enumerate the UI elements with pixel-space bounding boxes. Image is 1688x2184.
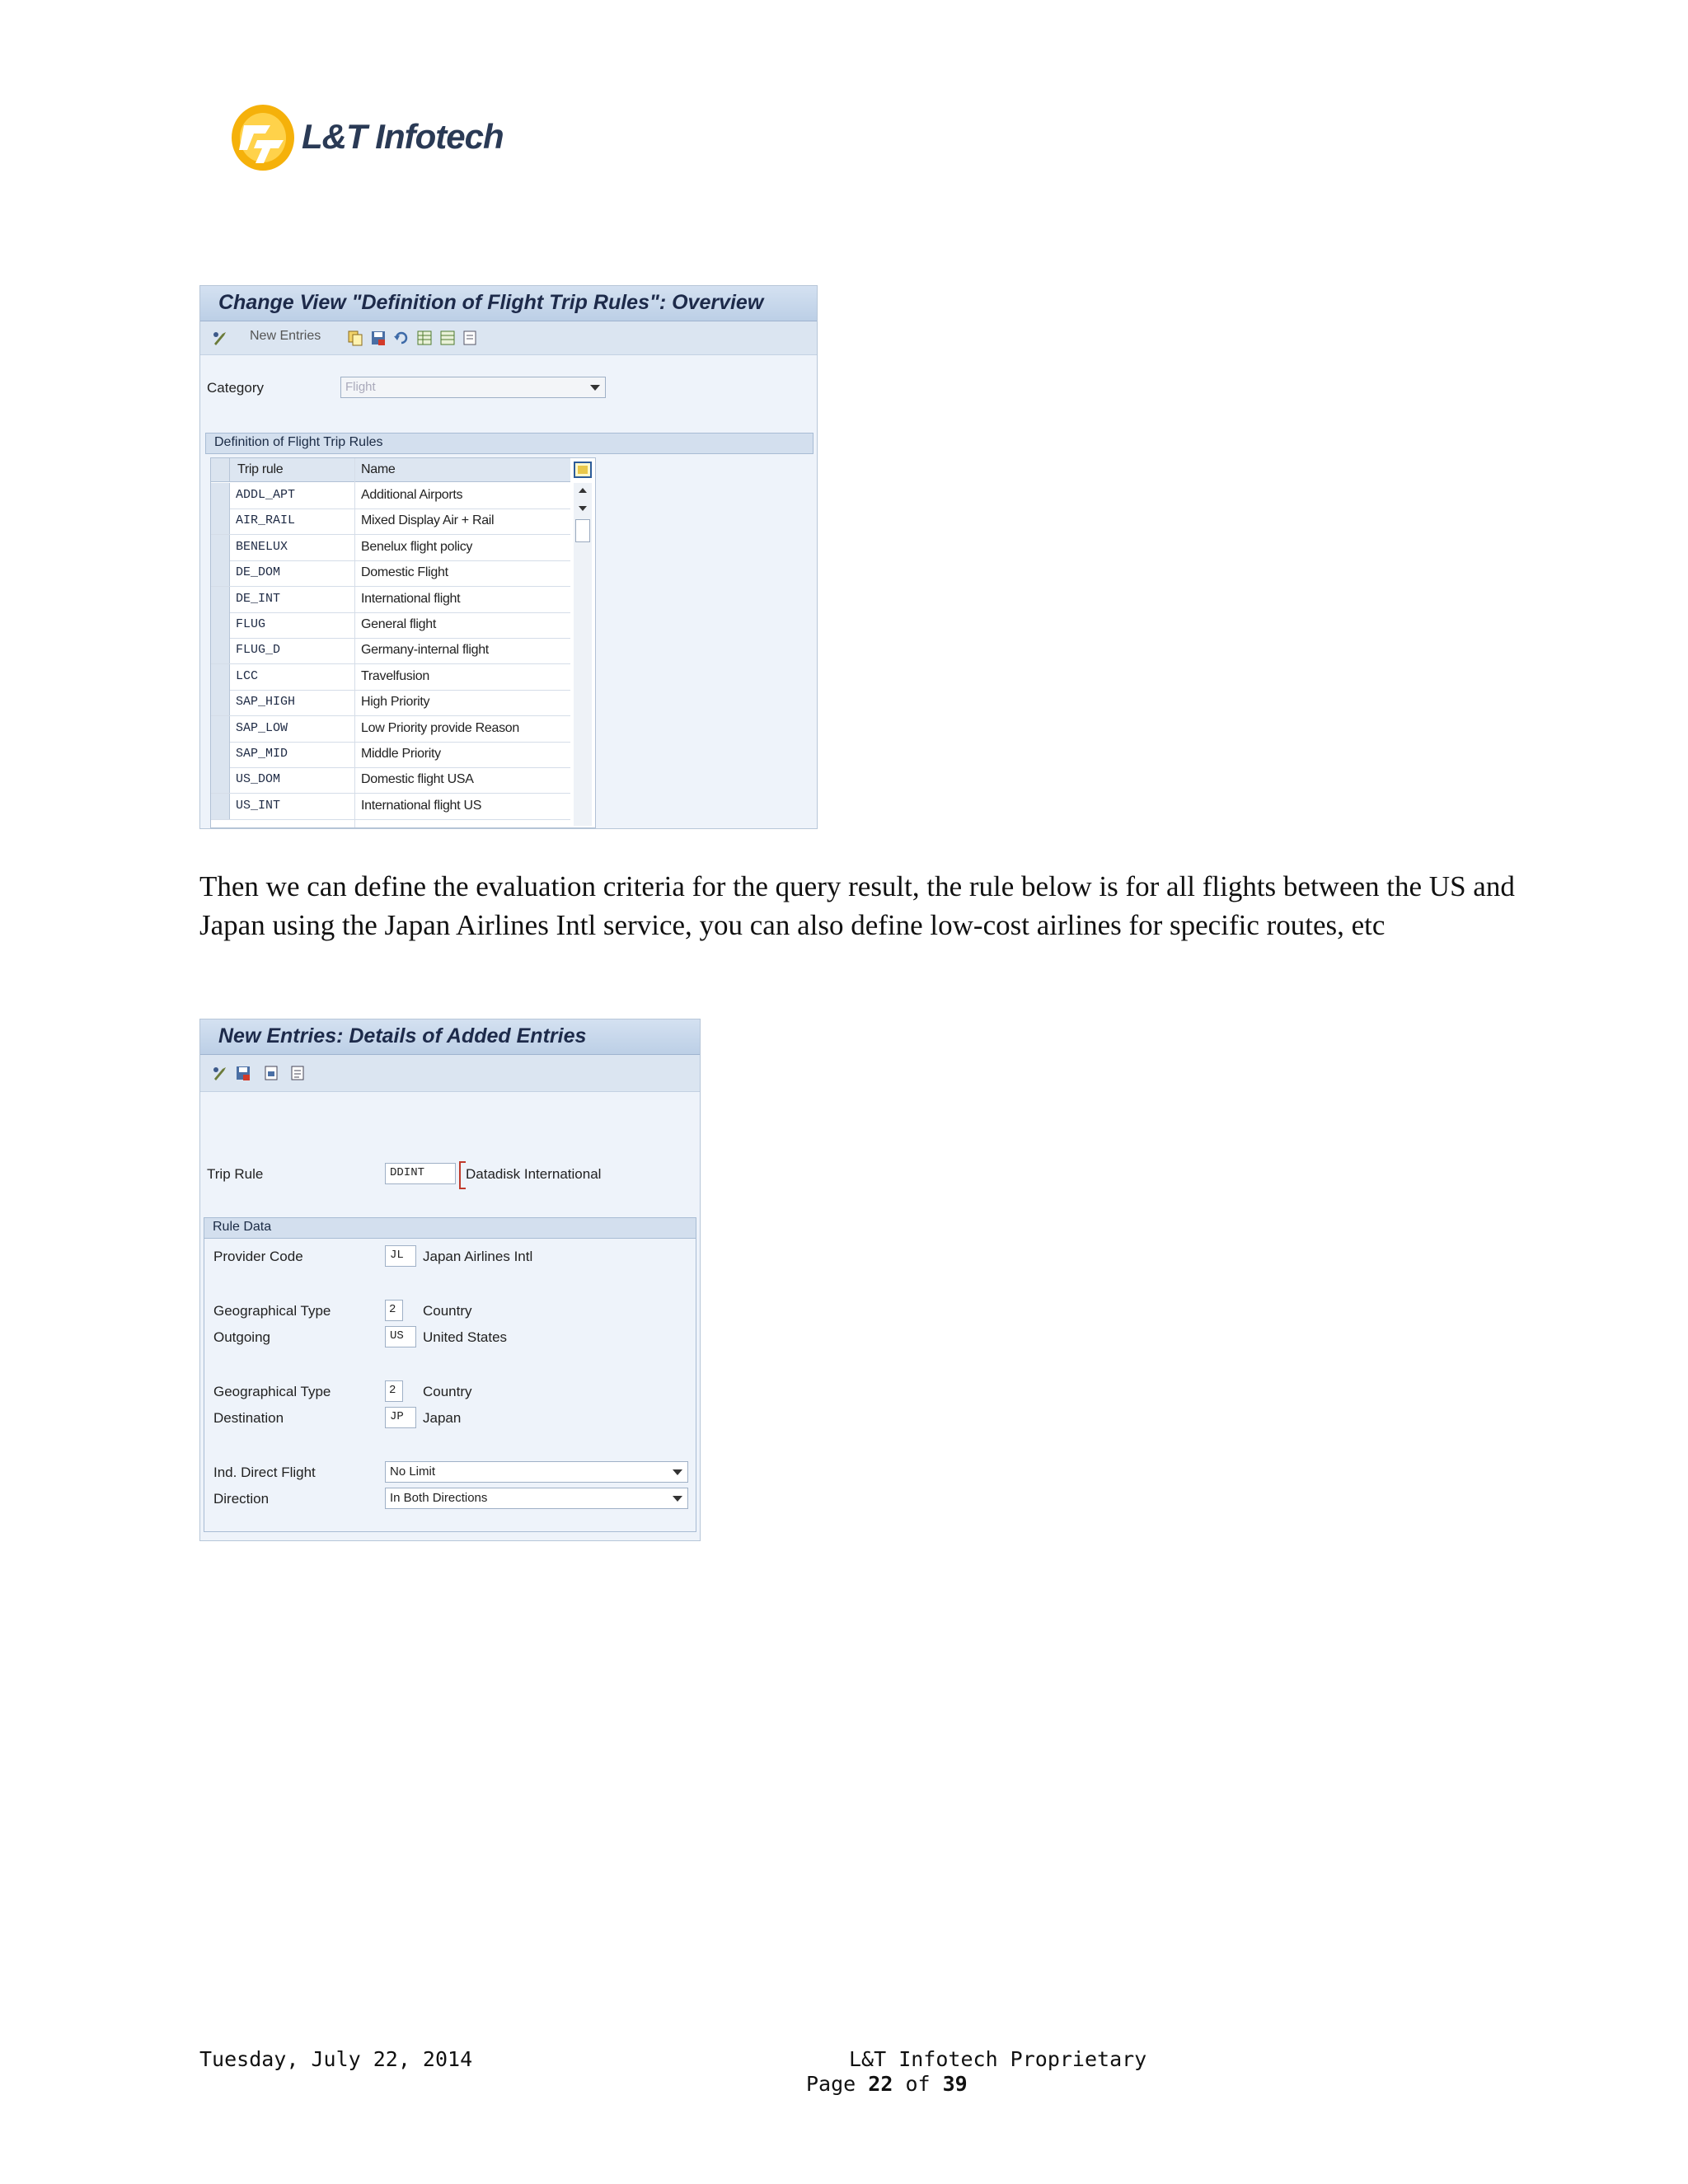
trip-rule-cell: SAP_LOW — [236, 720, 288, 735]
table-row[interactable] — [211, 664, 570, 691]
name-cell: Additional Airports — [361, 488, 463, 502]
name-cell: Travelfusion — [361, 668, 429, 683]
trip-rule-cell: US_DOM — [236, 772, 281, 787]
row-selector[interactable] — [211, 664, 230, 690]
direct-flight-select[interactable]: No Limit — [385, 1461, 688, 1483]
trip-rules-table — [210, 457, 596, 828]
chevron-down-icon — [673, 1496, 682, 1502]
lt-logo-icon — [229, 102, 297, 173]
outgoing-input[interactable]: US — [385, 1326, 416, 1347]
scroll-up-icon[interactable] — [579, 488, 587, 493]
toolbar — [200, 321, 817, 355]
name-cell: General flight — [361, 617, 436, 631]
table-row[interactable] — [211, 716, 570, 743]
sap-overview-screen — [199, 285, 818, 829]
save-icon[interactable] — [235, 1065, 251, 1081]
row-selector[interactable] — [211, 612, 230, 638]
deselect-icon[interactable] — [462, 330, 479, 346]
body-paragraph: Then we can define the evaluation criteria for the query result, the rule below is for all flights between the US and Japan using the Japan Airlines Intl service, you can also define low-cost airlines for specific routes, etc — [199, 870, 1515, 941]
footer-proprietary: L&T Infotech Proprietary — [849, 2047, 1147, 2071]
undo-icon[interactable] — [393, 330, 410, 346]
table-row[interactable] — [211, 535, 570, 561]
table-row[interactable] — [211, 612, 570, 639]
select-block-icon[interactable] — [439, 330, 456, 346]
scroll-down-icon[interactable] — [579, 506, 587, 511]
table-row[interactable] — [211, 509, 570, 535]
screen-title-bar — [200, 1019, 700, 1055]
copy-icon[interactable] — [347, 330, 363, 346]
row-selector[interactable] — [211, 560, 230, 586]
trip-rule-cell: SAP_MID — [236, 747, 288, 761]
name-cell: Low Priority provide Reason — [361, 720, 519, 735]
destination-label: Destination — [213, 1410, 284, 1426]
change-display-icon[interactable] — [212, 330, 228, 346]
table-row[interactable] — [211, 587, 570, 613]
toolbar — [200, 1055, 700, 1092]
table-row[interactable] — [211, 690, 570, 716]
geographical-type-label: Geographical Type — [213, 1303, 331, 1319]
chevron-down-icon — [673, 1469, 682, 1475]
row-selector[interactable] — [211, 509, 230, 534]
row-selector[interactable] — [211, 587, 230, 612]
trip-rule-description: Datadisk International — [466, 1166, 602, 1182]
row-selector[interactable] — [211, 794, 230, 819]
name-cell: Mixed Display Air + Rail — [361, 513, 495, 528]
name-cell: Germany-internal flight — [361, 643, 489, 658]
provider-code-input[interactable]: JL — [385, 1245, 416, 1267]
name-cell: Benelux flight policy — [361, 539, 473, 554]
save-icon[interactable] — [370, 330, 387, 346]
select-all-cell[interactable] — [211, 458, 230, 481]
table-header — [211, 458, 570, 482]
provider-name: Japan Airlines Intl — [423, 1249, 533, 1264]
table-row[interactable] — [211, 560, 570, 587]
rule-data-group-header: Rule Data — [204, 1217, 696, 1239]
logo-text: L&T Infotech — [302, 117, 504, 156]
trip-rule-cell: SAP_HIGH — [236, 695, 296, 710]
trip-rule-cell: LCC — [236, 668, 259, 683]
trip-rule-cell: DE_DOM — [236, 565, 281, 580]
name-cell: International flight US — [361, 798, 482, 813]
table-row[interactable] — [211, 638, 570, 664]
name-cell: Middle Priority — [361, 747, 441, 761]
footer-page-number: Page 22 of 39 — [806, 2072, 968, 2096]
geographical-type-input[interactable]: 2 — [385, 1380, 403, 1402]
trip-rule-cell: ADDL_APT — [236, 488, 296, 502]
name-cell: International flight — [361, 591, 461, 606]
trip-rule-cell: FLUG_D — [236, 643, 281, 658]
outgoing-label: Outgoing — [213, 1329, 270, 1345]
trip-rule-cell: US_INT — [236, 798, 281, 813]
footer-date: Tuesday, July 22, 2014 — [199, 2047, 473, 2071]
trip-rule-cell: DE_INT — [236, 591, 281, 606]
destination-input[interactable]: JP — [385, 1407, 416, 1428]
row-selector[interactable] — [211, 638, 230, 663]
table-settings-icon[interactable] — [574, 462, 592, 478]
trip-rule-label: Trip Rule — [207, 1166, 264, 1182]
trip-rule-cell: AIR_RAIL — [236, 513, 296, 528]
table-row[interactable] — [211, 483, 570, 509]
geographical-type-input[interactable]: 2 — [385, 1300, 403, 1321]
column-header-name[interactable]: Name — [361, 462, 396, 476]
screen-title: Change View "Definition of Flight Trip Rules": Overview — [218, 291, 764, 314]
row-selector[interactable] — [211, 716, 230, 742]
row-selector[interactable] — [211, 483, 230, 509]
geographical-type-text: Country — [423, 1303, 472, 1319]
row-selector[interactable] — [211, 767, 230, 793]
direct-flight-label: Ind. Direct Flight — [213, 1465, 316, 1480]
name-cell: Domestic flight USA — [361, 772, 474, 787]
new-entries-button[interactable]: New Entries — [250, 329, 321, 343]
vertical-scrollbar[interactable] — [574, 483, 592, 826]
table-row[interactable] — [211, 767, 570, 794]
screen-title: New Entries: Details of Added Entries — [218, 1024, 587, 1047]
geographical-type-label: Geographical Type — [213, 1384, 331, 1399]
change-display-icon[interactable] — [212, 1065, 228, 1081]
row-selector[interactable] — [211, 535, 230, 560]
select-all-icon[interactable] — [416, 330, 433, 346]
chevron-down-icon — [590, 385, 600, 391]
scroll-thumb[interactable] — [575, 519, 590, 542]
trip-rule-input[interactable]: DDINT — [385, 1163, 456, 1184]
geographical-type-text: Country — [423, 1384, 472, 1399]
direction-select[interactable]: In Both Directions — [385, 1488, 688, 1509]
trip-rule-cell: FLUG — [236, 617, 266, 631]
previous-entry-icon[interactable] — [263, 1065, 279, 1081]
table-row[interactable] — [211, 742, 570, 768]
row-selector[interactable] — [211, 742, 230, 767]
column-header-trip-rule[interactable]: Trip rule — [237, 462, 284, 476]
company-logo — [229, 102, 504, 176]
category-select[interactable]: Flight — [340, 377, 606, 398]
trip-rule-cell: BENELUX — [236, 539, 288, 554]
name-cell: High Priority — [361, 695, 430, 710]
table-row[interactable] — [211, 794, 570, 820]
outgoing-name: United States — [423, 1329, 508, 1345]
group-header: Definition of Flight Trip Rules — [205, 433, 814, 454]
category-label: Category — [207, 380, 264, 396]
name-cell: Domestic Flight — [361, 565, 448, 580]
row-selector[interactable] — [211, 690, 230, 715]
next-entry-icon[interactable] — [289, 1065, 306, 1081]
destination-name: Japan — [423, 1410, 462, 1426]
screen-title-bar — [200, 286, 817, 321]
provider-code-label: Provider Code — [213, 1249, 303, 1264]
direction-label: Direction — [213, 1491, 270, 1507]
sap-details-screen — [199, 1019, 701, 1541]
cursor-bracket — [459, 1161, 466, 1189]
